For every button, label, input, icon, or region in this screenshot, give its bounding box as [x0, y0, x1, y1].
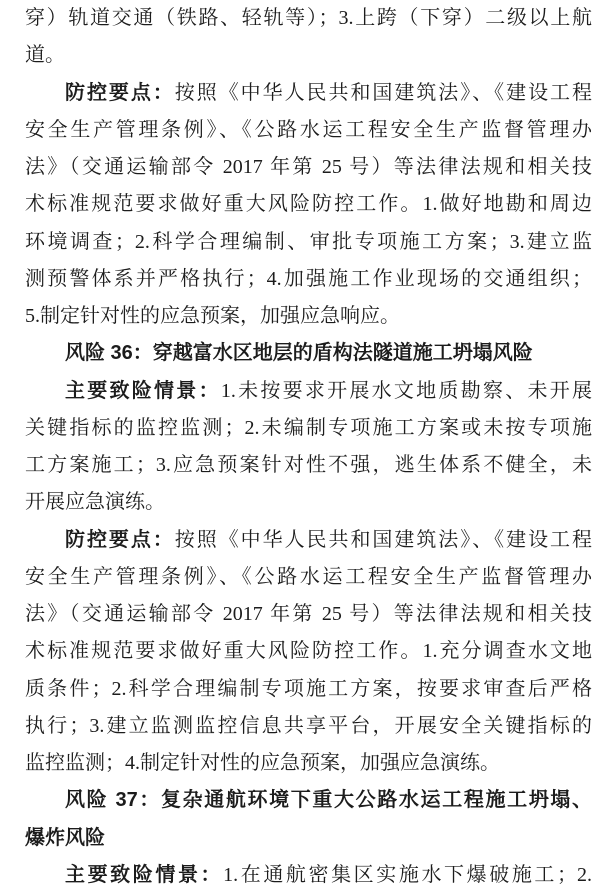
risk-heading-line — [25, 820, 592, 857]
bold-lead-label: 防控要点： — [65, 528, 175, 551]
bold-lead-label: 主要致险情景： — [65, 863, 224, 886]
body-text-line — [25, 745, 592, 782]
line-text: 质条件；2.科学合理编制专项施工方案，按要求审查后严格 — [25, 677, 592, 700]
line-text: 测预警体系并严格执行；4.加强施工作业现场的交通组织； — [25, 267, 592, 290]
body-text-line — [25, 410, 592, 447]
body-text-line — [25, 708, 592, 745]
line-text: 环境调查；2.科学合理编制、审批专项施工方案；3.建立监 — [25, 230, 592, 253]
line-text: 关键指标的监控监测；2.未编制专项施工方案或未按专项施 — [25, 416, 592, 439]
line-text: 法》（交通运输部令 2017 年第 25 号）等法律法规和相关技 — [25, 156, 592, 178]
body-text-line — [25, 75, 592, 112]
body-text-line — [25, 261, 592, 298]
body-text-line — [25, 633, 592, 670]
body-text-line — [25, 0, 592, 37]
body-text-line — [25, 373, 592, 410]
line-text: 术标准规范要求做好重大风险防控工作。1.充分调查水文地 — [25, 640, 592, 663]
line-text: 按照《中华人民共和国建筑法》、《建设工程 — [174, 528, 592, 551]
body-text-line — [25, 671, 592, 708]
bold-lead-label: 主要致险情景： — [65, 379, 221, 402]
line-text: 穿）轨道交通（铁路、轻轨等）；3.上跨（下穿）二级以上航 — [25, 7, 592, 29]
line-text: 安全生产管理条例》、《公路水运工程安全生产监督管理办 — [25, 118, 592, 141]
body-text-line — [25, 559, 592, 596]
body-text-line — [25, 484, 592, 521]
body-text-line — [25, 447, 592, 484]
line-text: 开展应急演练。 — [25, 491, 165, 514]
line-text: 执行；3.建立监测监控信息共享平台，开展安全关键指标的 — [25, 714, 592, 737]
line-text: 1.在通航密集区实施水下爆破施工；2. — [223, 863, 592, 886]
body-text-line — [25, 224, 592, 261]
line-text: 爆炸风险 — [25, 826, 105, 849]
line-text: 术标准规范要求做好重大风险防控工作。1.做好地勘和周边 — [25, 193, 592, 216]
line-text: 法》（交通运输部令 2017 年第 25 号）等法律法规和相关技 — [25, 603, 592, 625]
line-text: 风险 37：复杂通航环境下重大公路水运工程施工坍塌、 — [65, 789, 592, 812]
body-text-line — [25, 596, 592, 633]
line-text: 5.制定针对性的应急预案，加强应急响应。 — [25, 305, 400, 327]
document-lines — [25, 0, 592, 894]
body-text-line — [25, 112, 592, 149]
line-text: 风险 36：穿越富水区地层的盾构法隧道施工坍塌风险 — [65, 342, 533, 365]
risk-heading-line — [25, 335, 592, 372]
body-text-line — [25, 857, 592, 894]
line-text: 监控监测；4.制定针对性的应急预案，加强应急演练。 — [25, 752, 500, 774]
body-text-line — [25, 149, 592, 186]
body-text-line — [25, 186, 592, 223]
body-text-line — [25, 522, 592, 559]
line-text: 1.未按要求开展水文地质勘察、未开展 — [220, 379, 592, 402]
risk-heading-line — [25, 782, 592, 819]
line-text: 道。 — [25, 44, 65, 67]
body-text-line — [25, 298, 592, 335]
line-text: 工方案施工；3.应急预案针对性不强，逃生体系不健全，未 — [25, 454, 592, 476]
line-text: 按照《中华人民共和国建筑法》、《建设工程 — [174, 81, 592, 104]
line-text: 安全生产管理条例》、《公路水运工程安全生产监督管理办 — [25, 565, 592, 588]
bold-lead-label: 防控要点： — [65, 81, 175, 104]
body-text-line — [25, 37, 592, 74]
